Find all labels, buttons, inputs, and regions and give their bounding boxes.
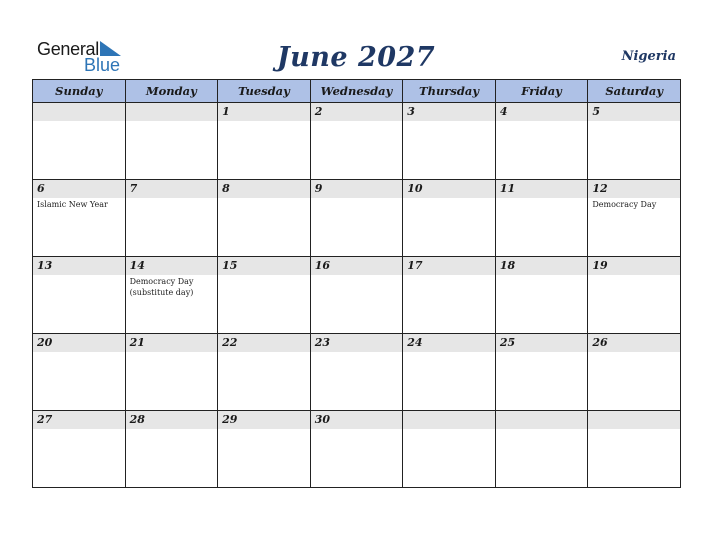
day-number: 19 <box>588 257 680 275</box>
day-number: 20 <box>33 334 125 352</box>
day-number: 18 <box>496 257 588 275</box>
week-row <box>33 103 681 180</box>
holiday-event: Islamic New Year <box>37 200 108 209</box>
day-number: 29 <box>218 411 310 429</box>
logo-text-blue: Blue <box>84 55 121 75</box>
day-number: 15 <box>218 257 310 275</box>
day-number: 22 <box>218 334 310 352</box>
day-number: 9 <box>311 180 403 198</box>
day-number: 4 <box>496 103 588 121</box>
weekday-header-thursday: Thursday <box>403 80 496 103</box>
day-number: 7 <box>126 180 218 198</box>
day-number <box>33 103 125 121</box>
day-cell <box>495 334 588 411</box>
calendar-grid <box>32 79 681 488</box>
day-cell <box>310 103 403 180</box>
day-cell <box>588 180 681 257</box>
day-number <box>496 411 588 429</box>
day-number: 14 <box>126 257 218 275</box>
day-cell <box>403 257 496 334</box>
day-cell <box>588 411 681 488</box>
day-cell <box>588 257 681 334</box>
day-cell <box>125 257 218 334</box>
logo-text-general: General <box>37 39 99 59</box>
weekday-header-wednesday: Wednesday <box>310 80 403 103</box>
day-cell <box>33 257 126 334</box>
day-number: 24 <box>403 334 495 352</box>
day-number: 21 <box>126 334 218 352</box>
day-number: 10 <box>403 180 495 198</box>
day-cell <box>33 103 126 180</box>
country-label: Nigeria <box>621 49 676 64</box>
day-cell <box>218 103 311 180</box>
day-number: 28 <box>126 411 218 429</box>
day-number: 6 <box>33 180 125 198</box>
day-number: 8 <box>218 180 310 198</box>
day-number: 23 <box>311 334 403 352</box>
day-cell <box>310 334 403 411</box>
weekday-header-row <box>33 80 681 103</box>
week-row <box>33 180 681 257</box>
day-cell <box>33 334 126 411</box>
day-number: 11 <box>496 180 588 198</box>
day-cell <box>403 334 496 411</box>
day-cell <box>218 411 311 488</box>
day-cell <box>495 103 588 180</box>
holiday-event: Democracy Day (substitute day) <box>129 277 194 297</box>
day-cell <box>125 334 218 411</box>
weekday-header-saturday: Saturday <box>588 80 681 103</box>
day-number <box>588 411 680 429</box>
day-cell <box>403 180 496 257</box>
day-cell <box>495 180 588 257</box>
day-number: 12 <box>588 180 680 198</box>
day-cell <box>33 180 126 257</box>
day-cell <box>588 103 681 180</box>
weekday-header-sunday: Sunday <box>33 80 126 103</box>
day-number: 1 <box>218 103 310 121</box>
day-number: 26 <box>588 334 680 352</box>
day-cell <box>33 411 126 488</box>
day-number: 2 <box>311 103 403 121</box>
weekday-header-friday: Friday <box>495 80 588 103</box>
calendar-title: June 2027 <box>276 42 436 73</box>
day-number: 27 <box>33 411 125 429</box>
day-number: 17 <box>403 257 495 275</box>
week-row <box>33 334 681 411</box>
day-number: 13 <box>33 257 125 275</box>
day-number: 30 <box>311 411 403 429</box>
week-row <box>33 257 681 334</box>
day-number <box>126 103 218 121</box>
day-cell <box>310 180 403 257</box>
day-cell <box>218 180 311 257</box>
day-cell <box>495 257 588 334</box>
week-row <box>33 411 681 488</box>
day-cell <box>218 334 311 411</box>
day-number: 3 <box>403 103 495 121</box>
day-number: 16 <box>311 257 403 275</box>
weekday-header-monday: Monday <box>125 80 218 103</box>
day-cell <box>218 257 311 334</box>
day-cell <box>495 411 588 488</box>
day-cell <box>125 103 218 180</box>
day-number: 5 <box>588 103 680 121</box>
day-cell <box>310 411 403 488</box>
day-cell <box>310 257 403 334</box>
day-cell <box>125 180 218 257</box>
day-cell <box>403 411 496 488</box>
day-cell <box>125 411 218 488</box>
holiday-event: Democracy Day <box>592 200 657 209</box>
day-number <box>403 411 495 429</box>
day-number: 25 <box>496 334 588 352</box>
day-cell <box>403 103 496 180</box>
weekday-header-tuesday: Tuesday <box>218 80 311 103</box>
day-cell <box>588 334 681 411</box>
